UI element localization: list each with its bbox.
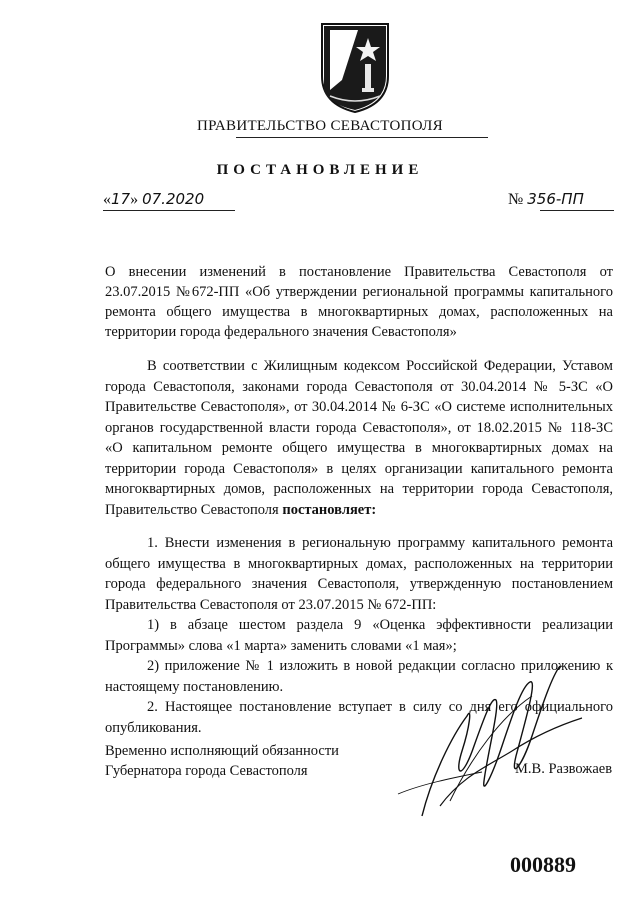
item-1: 1. Внести изменения в региональную программу капитального ремонта общего имущества в многоквартирных домах, расположенных на территории города федерального значения Севастополя, утвержденную постановлением Правительства Севастополя от 23.07.2015 № 672-ПП: — [105, 535, 613, 613]
number-value: 356-ПП — [527, 190, 584, 208]
signer-position — [105, 741, 339, 781]
document-date — [103, 190, 204, 209]
sevastopol-coat-of-arms-icon — [318, 20, 392, 114]
document-number — [508, 190, 584, 209]
signer-position-line-1: Временно исполняющий обязанности — [105, 743, 339, 759]
date-underline — [103, 210, 235, 211]
government-name: ПРАВИТЕЛЬСТВО СЕВАСТОПОЛЯ — [197, 118, 443, 134]
signer-position-line-2: Губернатора города Севастополя — [105, 763, 308, 779]
date-month-year: 07.2020 — [142, 190, 205, 208]
number-underline — [540, 210, 614, 211]
handwritten-signature-icon — [392, 656, 602, 826]
item-1-1: 1) в абзаце шестом раздела 9 «Оценка эффективности реализации Программы» слова «1 марта» заменить словами «1 мая»; — [105, 617, 613, 654]
date-day: 17 — [111, 190, 131, 208]
resolves-word: постановляет: — [282, 501, 377, 518]
signer-name: М.В. Развожаев — [515, 761, 613, 777]
item-2: 2. Настоящее постановление вступает в силу со дня его официального опубликования. — [105, 699, 613, 736]
number-prefix: № — [508, 191, 524, 208]
document-type: ПОСТАНОВЛЕНИЕ — [216, 162, 424, 178]
header-divider — [236, 137, 488, 138]
preamble-text: В соответствии с Жилищным кодексом Российской Федерации, Уставом города Севастополя, законами города Севастополя от 30.04.2014 № 5-ЗС «О Правительстве Севастополя», от 30.04.2014 № 6-ЗС «О системе исполнительных органов государственной власти города Севастополя», от 18.02.2015 № 118-ЗС «О капитальном ремонте общего имущества в многоквартирных домах на территории города Севастополя» в целях организации капитального ремонта многоквартирных домов, расположенных на территории города Севастополя, Правительство Севастополя — [105, 358, 613, 518]
item-1-2: 2) приложение № 1 изложить в новой редакции согласно приложению к настоящему постановлению. — [105, 658, 613, 695]
date-quote-open: « — [103, 191, 111, 208]
preamble-paragraph — [105, 356, 613, 520]
registration-number: 000889 — [510, 852, 576, 877]
document-title: О внесении изменений в постановление Правительства Севастополя от 23.07.2015 №672-ПП «Об утверждении региональной программы капитального ремонта общего имущества в многоквартирных домах, расположенных на территории города федерального значения Севастополя» — [105, 264, 613, 340]
date-quote-close: » — [130, 191, 139, 208]
